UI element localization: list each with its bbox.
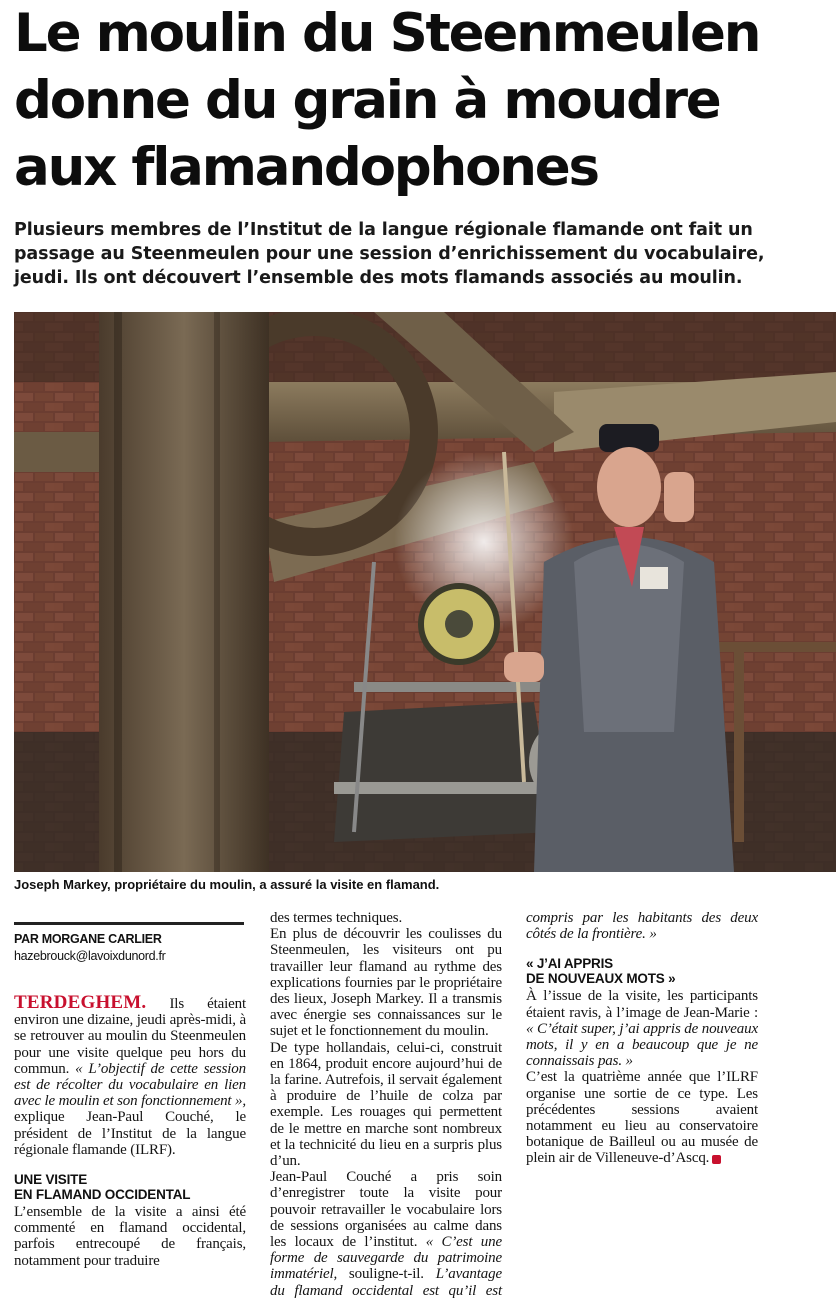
dateline: TERDEGHEM. xyxy=(14,992,147,1013)
subheading-line: UNE VISITE xyxy=(14,1172,88,1188)
headline-line: Le moulin du Steenmeulen xyxy=(14,3,760,64)
body-paragraph: De type hollandais, celui-ci, construit en 1864, produit encore aujourd’hui de la farine. Autrefois, il servait également à produire de l’huile de colza par exemple. Les rouages qui permettent de le mettre en marche sont nombreux et la technicité du lieu en a surpris plus d’un. xyxy=(270,1039,502,1170)
headline xyxy=(14,0,824,201)
byline-author: PAR MORGANE CARLIER xyxy=(14,932,162,946)
body-text: À l’issue de la visite, les participants étaient ravis, à l’image de Jean-Marie : xyxy=(526,988,758,1021)
subheading-line: EN FLAMAND OCCIDENTAL xyxy=(14,1187,191,1203)
body-text: souligne-t-il. xyxy=(337,1266,436,1283)
body-paragraph xyxy=(526,988,758,1069)
byline xyxy=(14,931,246,965)
byline-email: hazebrouck@lavoixdunord.fr xyxy=(14,949,166,963)
headline-line: aux flamandophones xyxy=(14,137,598,198)
article-flow xyxy=(270,910,758,1310)
body-text: explique Jean-Paul Couché, le président de l’Institut de la langue régionale flamande (ILRF). xyxy=(14,1109,246,1158)
body-text: Jean-Paul Couché a pris soin d’enregistrer toute la visite pour pouvoir retravailler le vocabulaire lors de sessions organisées au calme dans les locaux de l’institut. xyxy=(270,1169,502,1251)
headline-line: donne du grain à moudre xyxy=(14,70,720,131)
article-column-1 xyxy=(14,992,247,1269)
body-paragraph xyxy=(270,910,502,926)
body-paragraph xyxy=(14,992,247,1158)
lead-paragraph xyxy=(14,218,826,290)
body-paragraph: L’ensemble de la visite a ainsi été commenté en flamand occidental, parfois entrecoupé de français, notamment pour traduire xyxy=(14,1204,246,1269)
body-text: des termes techniques. xyxy=(270,910,403,926)
quote-text: « C’était super, j’ai appris de nouveaux mots, il y en a beaucoup que je ne connaissais pas. » xyxy=(526,1020,758,1070)
quote-text: L’avantage du flamand occidental est qu’il est compris par les habitants des deux côtés de la frontière. » xyxy=(270,910,758,1299)
body-paragraph xyxy=(526,1069,758,1166)
subheading-line: DE NOUVEAUX MOTS » xyxy=(526,971,676,987)
body-text: Ils étaient environ une dizaine, jeudi après-midi, à se retrouver au moulin du Steenmeulen pour une visite quelque peu hors du commun. xyxy=(14,996,246,1077)
body-text: C’est la quatrième année que l’ILRF organise une sortie de ce type. Les précédentes sessions avaient notamment eu lieu au conservatoire botanique de Bailleul ou au musée de plein air de Villeneuve-d’Ascq. xyxy=(526,1069,758,1167)
mill-interior-image xyxy=(14,312,836,872)
quote-text: « C’est une forme de sauvegarde du patrimoine immatériel, xyxy=(270,1234,502,1283)
subheading xyxy=(14,1172,246,1202)
photo-caption: Joseph Markey, propriétaire du moulin, a assuré la visite en flamand. xyxy=(14,877,440,892)
body-paragraph: En plus de découvrir les coulisses du Steenmeulen, les visiteurs ont pu travailler leur flamand au rythme des explications fournies par le propriétaire des lieux, Joseph Markey. Il a transmis avec énergie ses connaissances sur le sujet et le fonctionnement du moulin. xyxy=(270,926,502,1040)
article-photo xyxy=(14,312,836,872)
quote-text: « L’objectif de cette session est de récolter du vocabulaire en lien avec le moulin et son fonctionnement », xyxy=(14,1060,247,1110)
subheading-line: « J’AI APPRIS xyxy=(526,956,613,972)
subheading xyxy=(526,956,758,986)
byline-divider xyxy=(14,922,244,925)
lead-line: jeudi. Ils ont découvert l’ensemble des mots flamands associés au moulin. xyxy=(14,268,743,288)
end-mark-icon xyxy=(712,1155,721,1164)
lead-line: Plusieurs membres de l’Institut de la langue régionale flamande ont fait un xyxy=(14,220,753,240)
lead-line: passage au Steenmeulen pour une session d’enrichissement du vocabulaire, xyxy=(14,244,765,264)
